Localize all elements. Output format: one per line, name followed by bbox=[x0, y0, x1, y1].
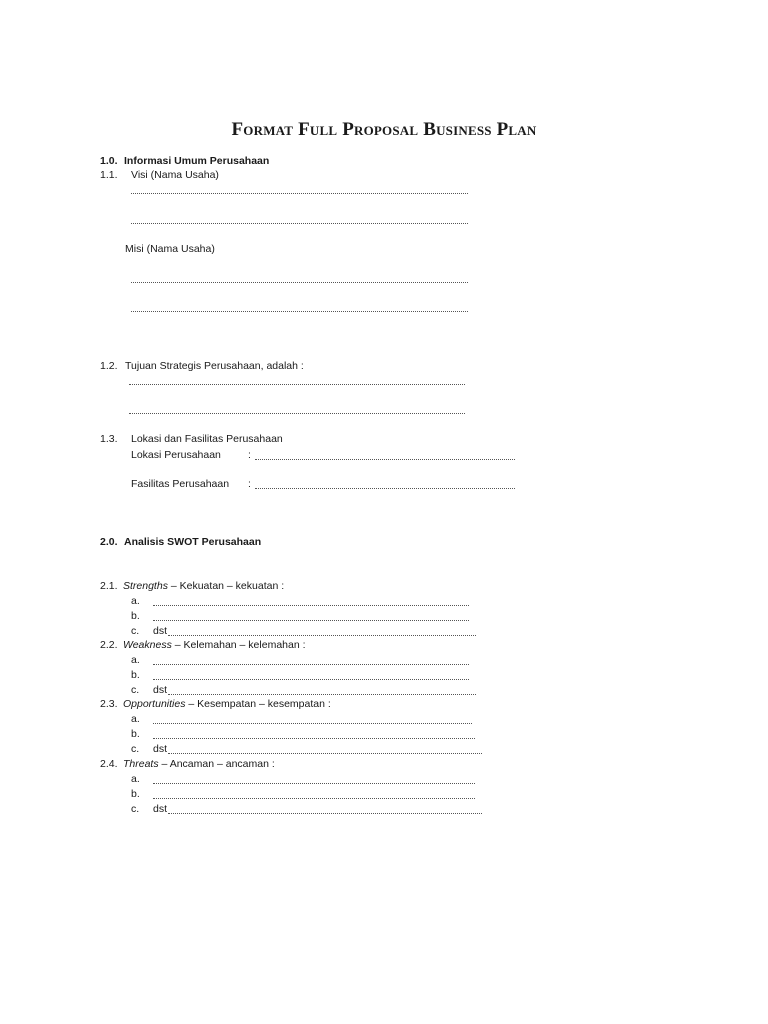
strengths-letter-c: c. bbox=[131, 625, 140, 637]
opportunities-dst: dst bbox=[153, 743, 168, 755]
strengths-blank-b bbox=[153, 620, 469, 621]
lokasi-perusahaan-label: Lokasi Perusahaan bbox=[131, 449, 221, 461]
misi-label: Misi (Nama Usaha) bbox=[125, 243, 215, 255]
strengths-heading: Strengths – Kekuatan – kekuatan : bbox=[123, 580, 285, 592]
visi-blank-line-2 bbox=[131, 223, 468, 224]
visi-number: 1.1. bbox=[100, 169, 118, 181]
visi-label: Visi (Nama Usaha) bbox=[131, 169, 219, 181]
document-title: Format Full Proposal Business Plan bbox=[231, 119, 537, 140]
opportunities-blank-b bbox=[153, 738, 475, 739]
lokasi-number: 1.3. bbox=[100, 433, 118, 445]
opportunities-letter-c: c. bbox=[131, 743, 140, 755]
opportunities-letter-b: b. bbox=[131, 728, 140, 740]
misi-blank-line-1 bbox=[131, 282, 468, 283]
weakness-blank-c bbox=[168, 694, 476, 695]
strengths-letter-a: a. bbox=[131, 595, 140, 607]
lokasi-heading: Lokasi dan Fasilitas Perusahaan bbox=[131, 433, 283, 445]
strengths-dst: dst bbox=[153, 625, 168, 637]
weakness-heading: Weakness – Kelemahan – kelemahan : bbox=[123, 639, 306, 651]
strengths-number: 2.1. bbox=[100, 580, 118, 592]
opportunities-heading: Opportunities – Kesempatan – kesempatan : bbox=[123, 698, 331, 710]
visi-blank-line-1 bbox=[131, 193, 468, 194]
threats-number: 2.4. bbox=[100, 758, 118, 770]
lokasi-colon: : bbox=[248, 449, 251, 461]
strengths-blank-a bbox=[153, 605, 469, 606]
weakness-number: 2.2. bbox=[100, 639, 118, 651]
misi-blank-line-2 bbox=[131, 311, 468, 312]
threats-letter-c: c. bbox=[131, 803, 140, 815]
threats-heading: Threats – Ancaman – ancaman : bbox=[123, 758, 275, 770]
weakness-letter-c: c. bbox=[131, 684, 140, 696]
opportunities-blank-c bbox=[168, 753, 482, 754]
tujuan-blank-line-1 bbox=[129, 384, 465, 385]
weakness-dst: dst bbox=[153, 684, 168, 696]
weakness-blank-a bbox=[153, 664, 469, 665]
weakness-letter-b: b. bbox=[131, 669, 140, 681]
opportunities-letter-a: a. bbox=[131, 713, 140, 725]
weakness-blank-b bbox=[153, 679, 469, 680]
opportunities-number: 2.3. bbox=[100, 698, 118, 710]
section-1-heading: Informasi Umum Perusahaan bbox=[124, 155, 270, 167]
opportunities-blank-a bbox=[153, 723, 472, 724]
threats-blank-a bbox=[153, 783, 475, 784]
strengths-blank-c bbox=[168, 635, 476, 636]
section-1-number: 1.0. bbox=[100, 155, 118, 167]
fasilitas-colon: : bbox=[248, 478, 251, 490]
threats-letter-b: b. bbox=[131, 788, 140, 800]
tujuan-blank-line-2 bbox=[129, 413, 465, 414]
threats-dst: dst bbox=[153, 803, 168, 815]
threats-blank-b bbox=[153, 798, 475, 799]
tujuan-number: 1.2. bbox=[100, 360, 118, 372]
fasilitas-blank-line bbox=[255, 488, 515, 489]
weakness-letter-a: a. bbox=[131, 654, 140, 666]
section-2-heading: Analisis SWOT Perusahaan bbox=[124, 536, 262, 548]
threats-blank-c bbox=[168, 813, 482, 814]
strengths-letter-b: b. bbox=[131, 610, 140, 622]
section-2-number: 2.0. bbox=[100, 536, 118, 548]
tujuan-label: Tujuan Strategis Perusahaan, adalah : bbox=[125, 360, 304, 372]
threats-letter-a: a. bbox=[131, 773, 140, 785]
fasilitas-perusahaan-label: Fasilitas Perusahaan bbox=[131, 478, 230, 490]
lokasi-blank-line bbox=[255, 459, 515, 460]
